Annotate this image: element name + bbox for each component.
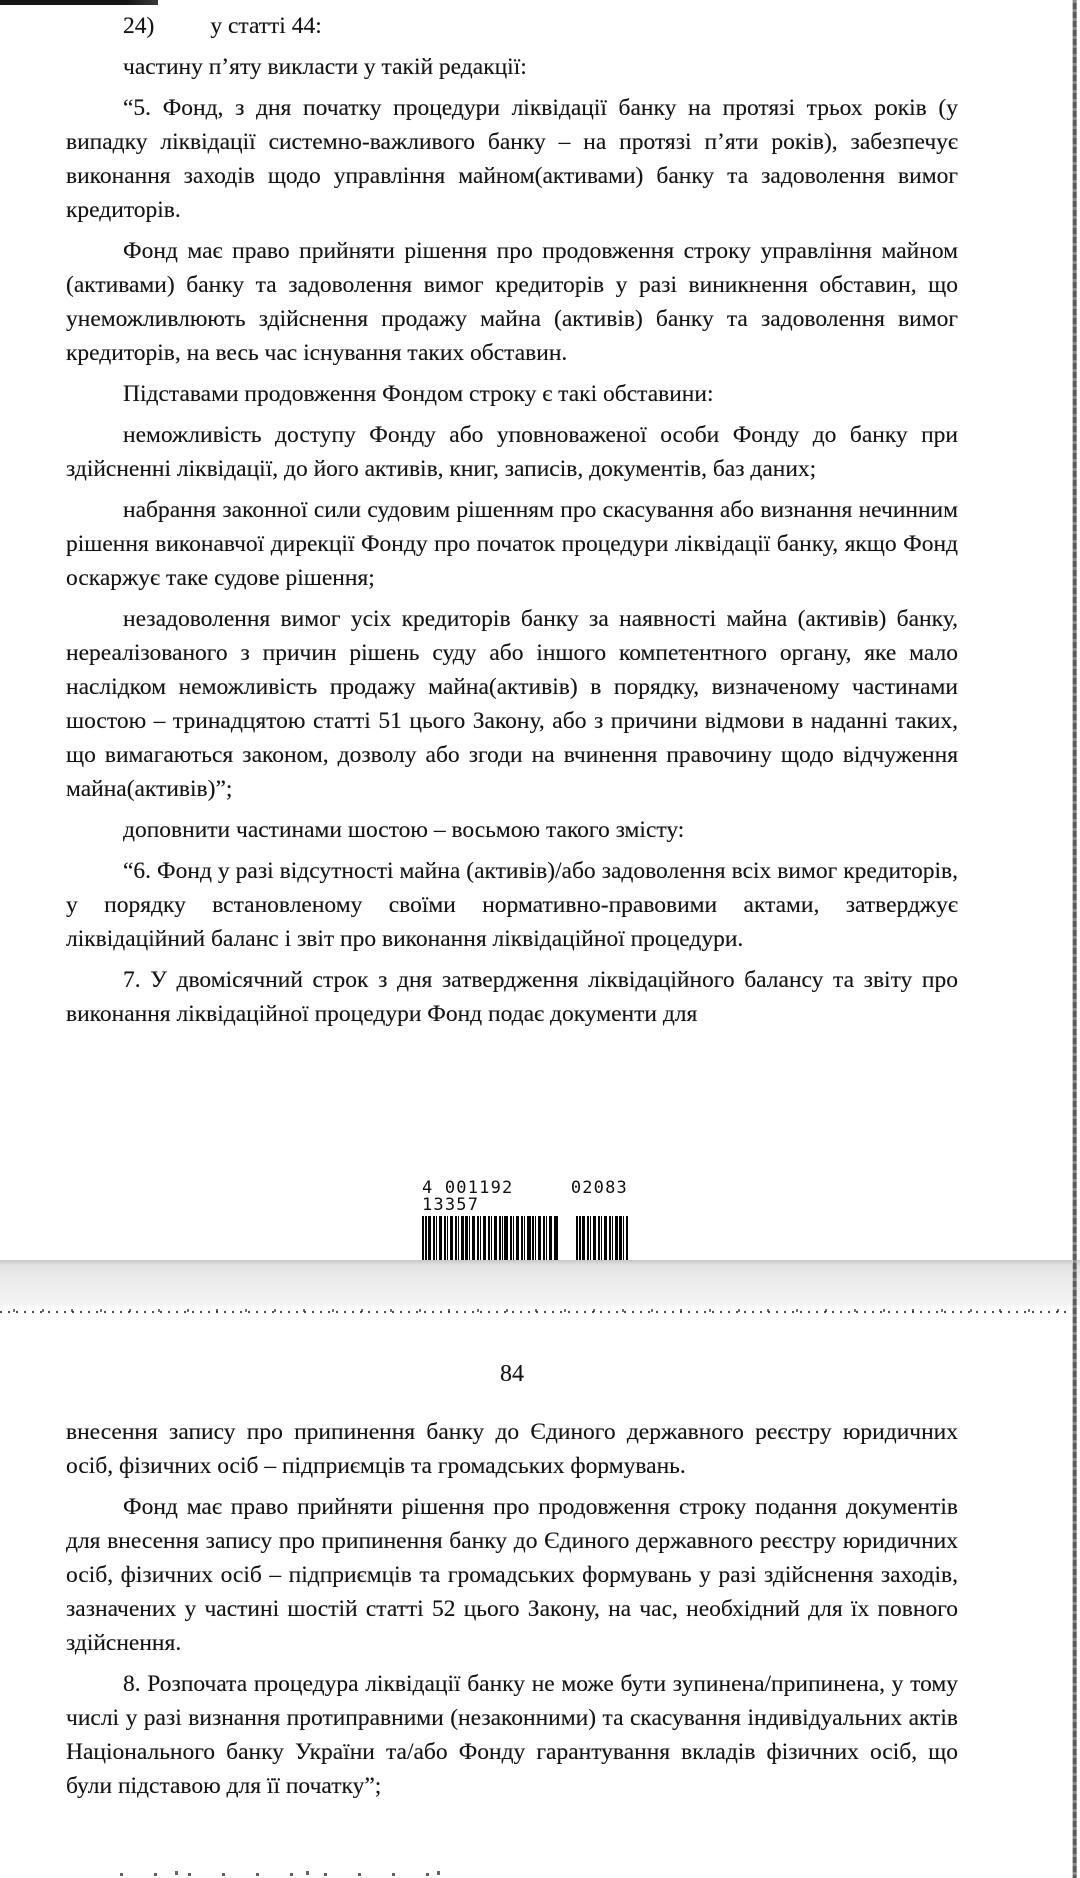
paragraph: Підставами продовження Фондом строку є такі обставини: xyxy=(123,381,714,407)
paragraph: неможливість доступу Фонду або уповноваженої особи Фонду до банку при здійсненні ліквідації, до його активів, книг, записів, документів, баз даних; xyxy=(66,422,958,482)
paragraph: 8. Розпочата процедура ліквідації банку не може бути зупинена/припинена, у тому числі у разі визнання протиправними (незаконними) та скасування індивідуальних актів Національного банку України та/або Фонду гарантування вкладів фізичних осіб, що були підставою для її початку”; xyxy=(66,1671,958,1799)
paragraph: Фонд має право прийняти рішення про продовження строку подання документів для внесення запису про припинення банку до Єдиного державного реєстру юридичних осіб, фізичних осіб – підприємців та громадських формувань у разі здійснення заходів, зазначених у частині шостій статті 52 цього Закону, на час, необхідний для їх повного здійснення. xyxy=(66,1494,958,1656)
paragraph: “5. Фонд, з дня початку процедури ліквідації банку на протязі трьох років (у випадку ліквідації системно-важливого банку – на протязі п’яти років), забезпечує виконання заходів щодо управління майном(активами) банку та задоволення вимог кредиторів. xyxy=(66,95,958,223)
paragraph: набрання законної сили судовим рішенням про скасування або визнання нечинним рішення виконавчої дирекції Фонду про початок процедури ліквідації банку, якщо Фонд оскаржує таке судове рішення; xyxy=(66,497,958,591)
barcode-numbers xyxy=(422,1180,628,1214)
paragraph: частину п’яту викласти у такій редакції: xyxy=(123,54,527,80)
document-page-2 xyxy=(0,1317,1080,1878)
list-item-24 xyxy=(66,9,958,43)
barcode-addon-number: 02083 xyxy=(570,1178,628,1198)
barcode-main-number: 4 001192 13357 xyxy=(422,1178,514,1215)
page-2-text-column xyxy=(0,1361,1080,1803)
scan-edge-artifact xyxy=(1072,0,1077,1878)
barcode xyxy=(422,1180,628,1268)
page-separator-band xyxy=(0,1260,1080,1306)
page-number: 84 xyxy=(500,1361,524,1387)
paragraph: доповнити частинами шостою – восьмою такого змісту: xyxy=(123,817,685,843)
paragraph: внесення запису про припинення банку до Єдиного державного реєстру юридичних осіб, фізичних осіб – підприємців та громадських формувань. xyxy=(66,1419,958,1479)
paragraph: “6. Фонд у разі відсутності майна (активів)/або задоволення всіх вимог кредиторів, у порядку встановленому своїми нормативно-правовими актами, затверджує ліквідаційний баланс і звіт про виконання ліквідаційної процедури. xyxy=(66,858,958,952)
scan-mark-artifact xyxy=(0,0,158,5)
paragraph: 7. У двомісячний строк з дня затвердження ліквідаційного балансу та звіту про виконання ліквідаційної процедури Фонд подає документи для xyxy=(66,967,958,1027)
paragraph: Фонд має право прийняти рішення про продовження строку управління майном (активами) банку та задоволення вимог кредиторів у разі виникнення обставин, що унеможливлюють здійснення продажу майна (активів) банку та задоволення вимог кредиторів, на весь час існування таких обставин. xyxy=(66,238,958,366)
list-item-text: у статті 44: xyxy=(210,13,322,39)
scan-noise-line xyxy=(0,1306,1080,1317)
paragraph: незадоволення вимог усіх кредиторів банку за наявності майна (активів) банку, нереалізованого з причин рішень суду або іншого компетентного органу, яке мало наслідком неможливість продажу майна(активів) в порядку, визначеному частинами шостою – тринадцятою статті 51 цього Закону, або з причини відмови в наданні таких, що вимагаються законом, дозволу або згоди на вчинення правочину щодо відчуження майна(активів)”; xyxy=(66,606,958,802)
list-item-number: 24) xyxy=(123,13,155,39)
cut-off-line-fragments xyxy=(120,1871,460,1876)
